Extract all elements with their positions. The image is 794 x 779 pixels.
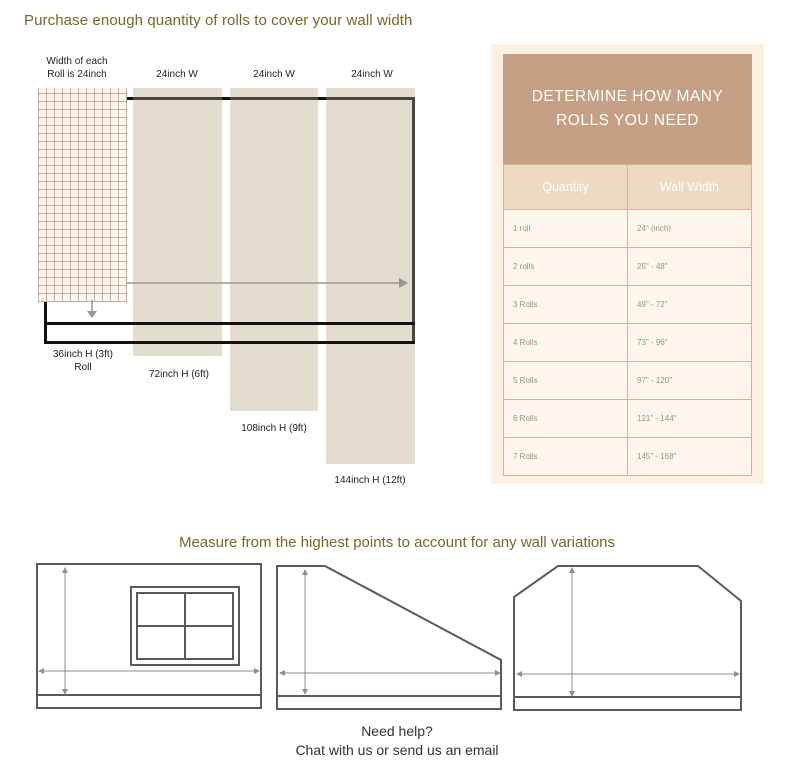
panel-height-label-12ft: 144inch H (12ft)	[334, 475, 406, 486]
table-cell-quantity: 6 Rolls	[504, 400, 628, 438]
right-arrow-icon	[127, 277, 411, 289]
panel-width-label-2: 24inch W	[253, 69, 295, 80]
roll-height-label	[38, 348, 128, 374]
rolls-table-title-line1: DETERMINE HOW MANY	[531, 88, 724, 105]
table-cell-wall-width: 24" (inch)	[628, 210, 752, 248]
table-cell-quantity: 5 Rolls	[504, 362, 628, 400]
table-cell-quantity: 3 Rolls	[504, 286, 628, 324]
panel-6ft	[133, 88, 222, 356]
rolls-table	[503, 164, 752, 476]
frame-top-mark-3	[318, 97, 326, 100]
table-row	[504, 286, 752, 324]
table-row	[504, 362, 752, 400]
table-cell-wall-width: 145" - 168"	[628, 438, 752, 476]
panel-width-label-1: 24inch W	[156, 69, 198, 80]
roll-width-label-line1: Width of each	[46, 56, 108, 67]
help-line-1: Need help?	[361, 723, 433, 739]
table-cell-quantity: 1 roll	[504, 210, 628, 248]
frame-top-mark-1	[127, 97, 133, 100]
page-title: Purchase enough quantity of rolls to cover your wall width	[24, 12, 413, 29]
table-row	[504, 324, 752, 362]
table-row	[504, 438, 752, 476]
help-prompt	[0, 722, 794, 760]
table-cell-quantity: 7 Rolls	[504, 438, 628, 476]
rolls-table-card	[491, 44, 764, 484]
table-cell-wall-width: 73" - 96"	[628, 324, 752, 362]
sloped-wall-diagram	[275, 563, 505, 711]
help-line-2[interactable]: Chat with us or send us an email	[295, 742, 499, 758]
table-cell-wall-width: 49" - 72"	[628, 286, 752, 324]
table-cell-wall-width: 121" - 144"	[628, 400, 752, 438]
table-header-row	[504, 165, 752, 210]
table-cell-quantity: 2 rolls	[504, 248, 628, 286]
table-cell-wall-width: 25" - 48"	[628, 248, 752, 286]
roll-width-label-line2: Roll is 24inch	[47, 69, 107, 80]
panel-height-label-6ft: 72inch H (6ft)	[148, 369, 210, 380]
frame-mid-line	[44, 322, 415, 325]
panel-height-label-9ft: 108inch H (9ft)	[241, 423, 307, 434]
column-header-wall-width: Wall Width	[628, 165, 752, 210]
frame-top-mark-2	[222, 97, 230, 100]
table-row	[504, 210, 752, 248]
table-row	[504, 248, 752, 286]
peaked-wall-diagram	[512, 563, 744, 713]
table-cell-wall-width: 97" - 120"	[628, 362, 752, 400]
frame-bottom-line	[44, 341, 415, 344]
rolls-table-title	[503, 54, 752, 164]
rolls-table-title-line2: ROLLS YOU NEED	[556, 112, 699, 129]
wallpaper-roll-sample	[38, 88, 127, 302]
panel-9ft	[230, 88, 318, 411]
measure-section-title: Measure from the highest points to account for any wall variations	[178, 534, 616, 551]
down-arrow-icon	[86, 300, 98, 320]
roll-height-label-line1: 36inch H (3ft)	[52, 349, 114, 360]
wall-with-window-diagram	[36, 563, 264, 711]
roll-width-label	[38, 55, 116, 81]
panel-width-label-3: 24inch W	[351, 69, 393, 80]
frame-right-line	[412, 97, 415, 343]
column-header-quantity: Quantity	[504, 165, 628, 210]
table-row	[504, 400, 752, 438]
table-cell-quantity: 4 Rolls	[504, 324, 628, 362]
frame-top-line	[127, 97, 415, 100]
panel-12ft	[326, 88, 415, 464]
roll-height-label-line2: Roll	[74, 362, 92, 373]
